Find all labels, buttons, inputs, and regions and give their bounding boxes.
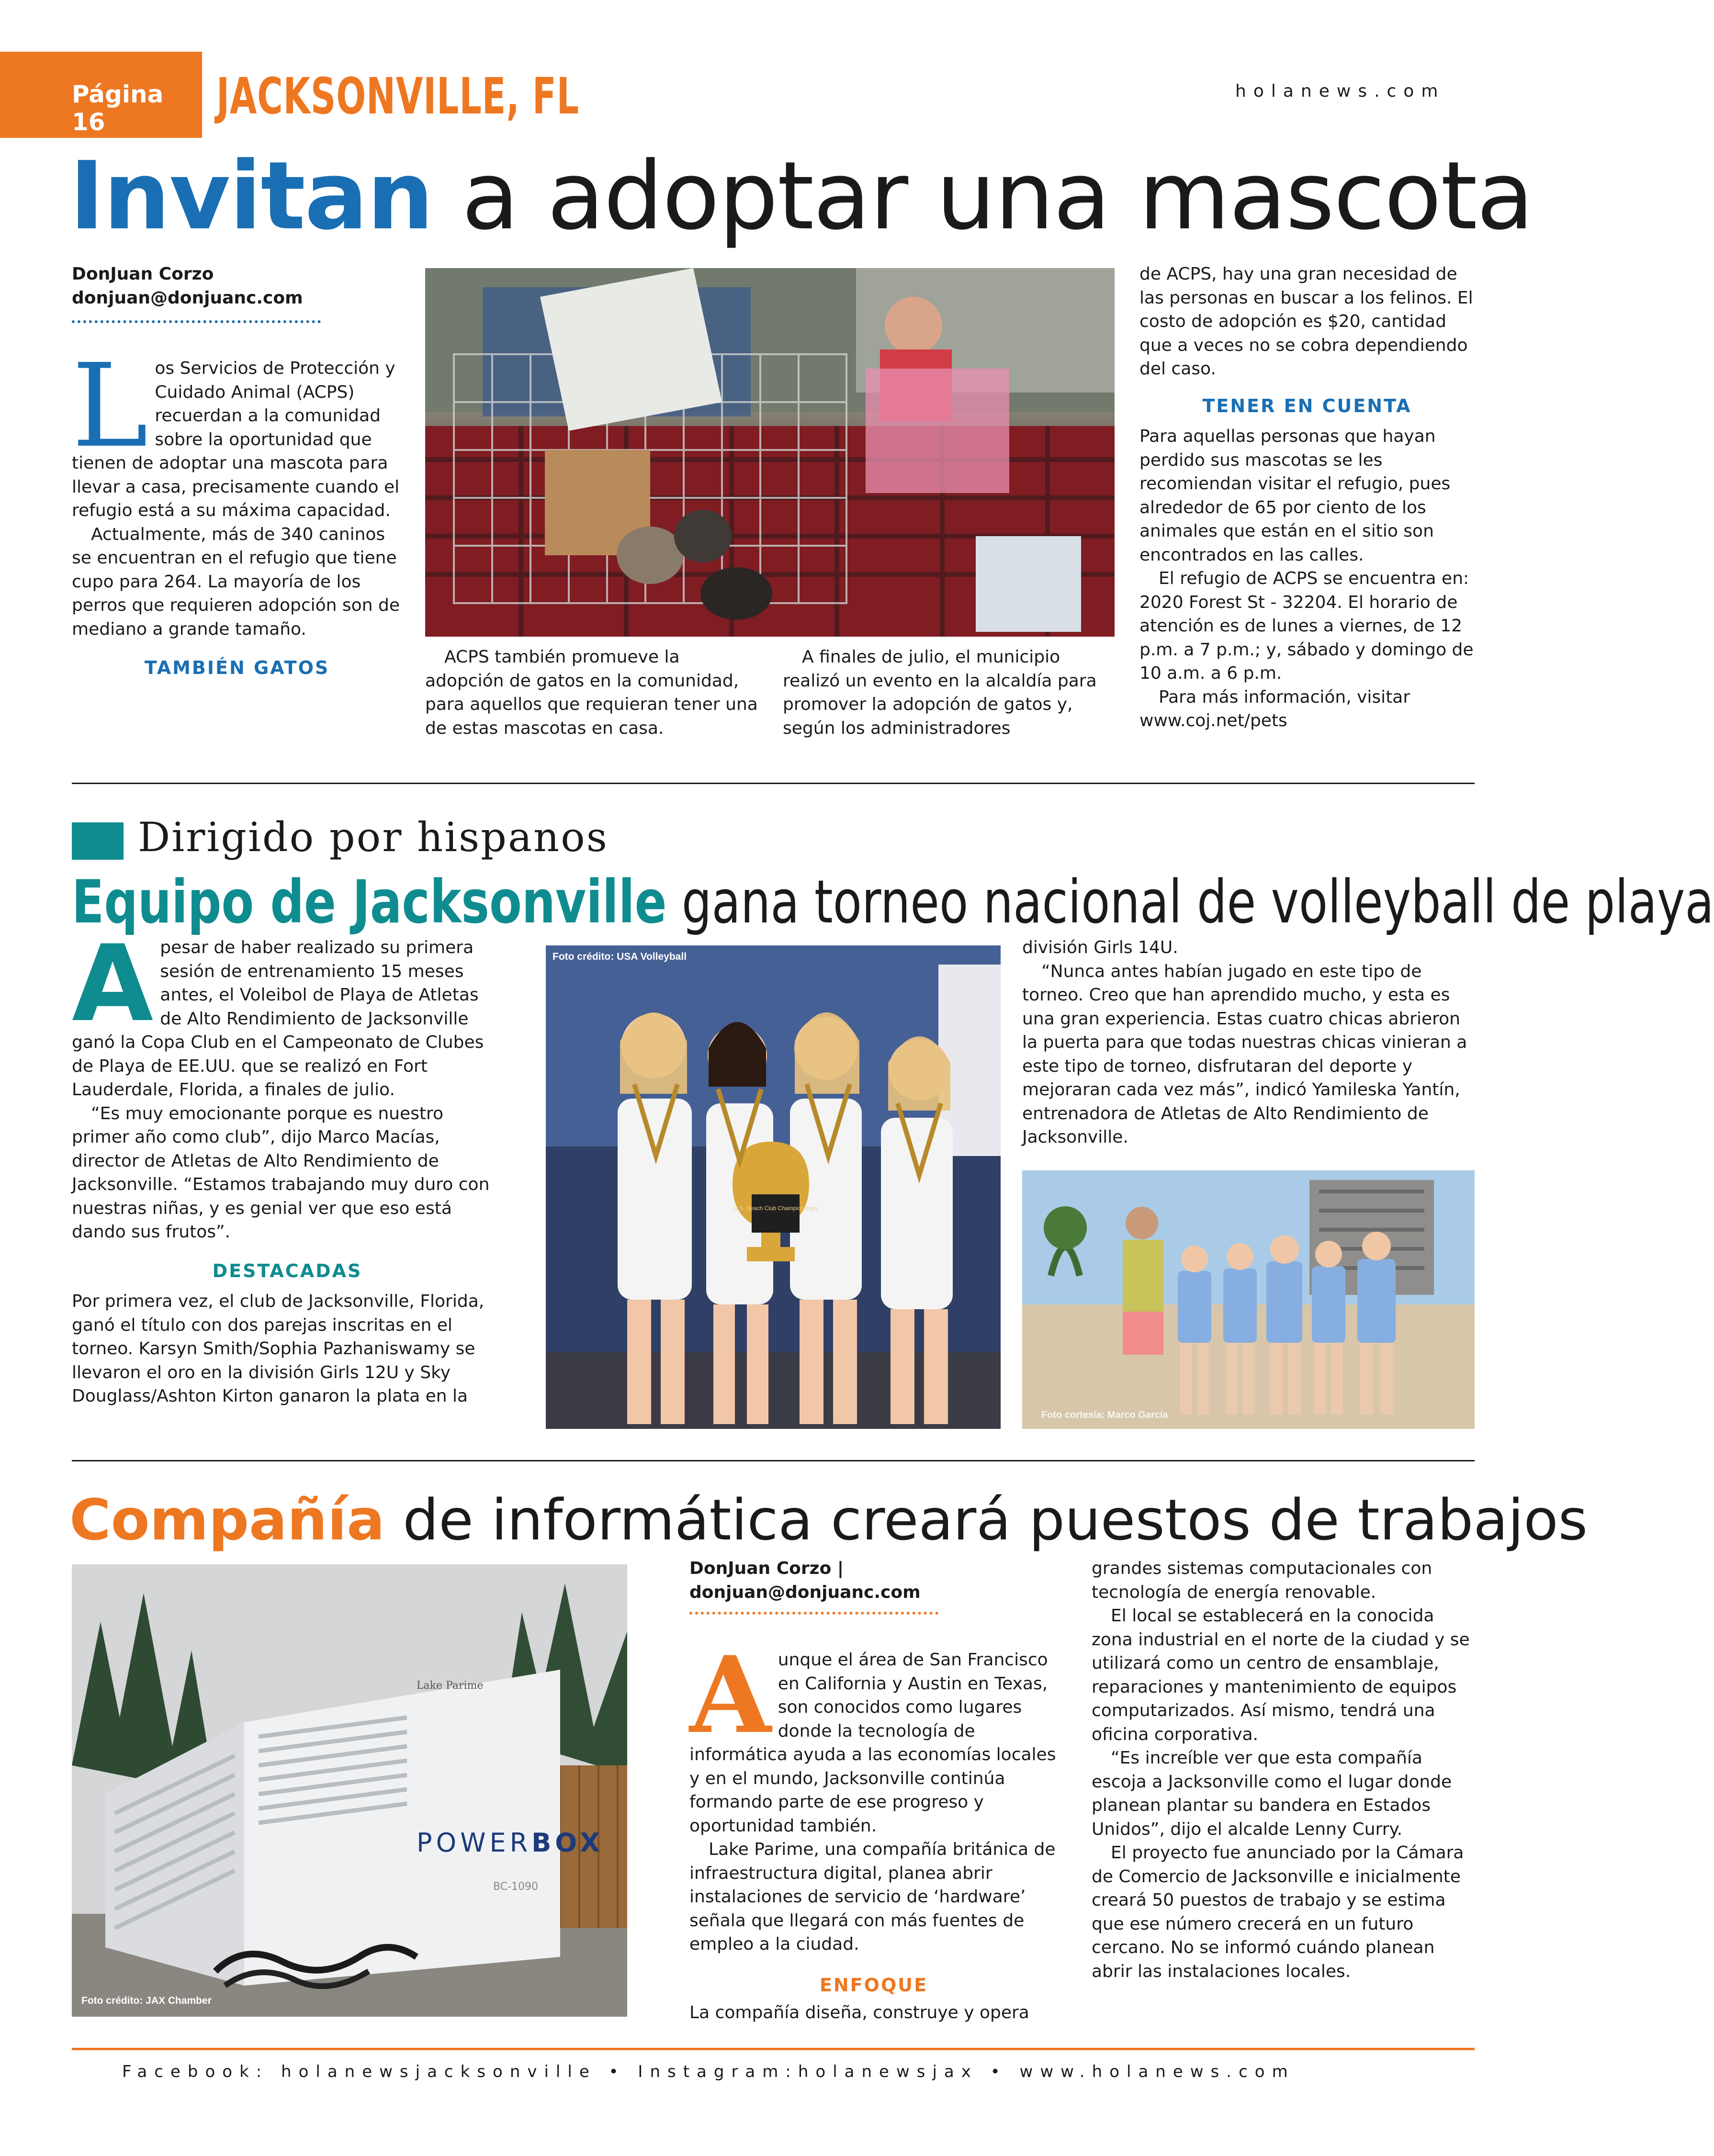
article1-headline-bold: Invitan (69, 142, 433, 251)
article1-address-paragraph: El refugio de ACPS se encuentra en: 2020 Forest St - 32204. El horario de atención es de lunes a viernes, de 12 p.m. a 7 p.m.; y, sábado y domingo de 10 a.m. a 6 p.m. (1139, 569, 1474, 683)
article3-byline: DonJuan Corzo | donjuan@donjuanc.com (689, 1559, 921, 1602)
article2-division-text: división Girls 14U. (1022, 938, 1178, 957)
article2-subhead-destacadas: DESTACADAS (212, 1260, 362, 1281)
article2-paragraph3: Por primera vez, el club de Jacksonville, Florida, ganó el título con dos parejas inscritas en el torneo. Karsyn Smith/Sophia Pazhaniswamy se llevaron el oro en la división Girls 12U y Sky Douglass/Ashton Kirton ganaron la plata en la (72, 1291, 485, 1406)
article2-paragraph2: “Es muy emocionante porque es nuestro primer año como club”, dijo Marco Macías, director de Atletas de Alto Rendimiento de Jacksonville. “Estamos trabajando muy duro con nuestras niñas, y es genial ver que eso está dando sus frutos”. (72, 1103, 490, 1242)
page-number-tab (0, 52, 202, 138)
site-url[interactable]: holanews.com (1235, 81, 1445, 101)
article1-event-paragraph: A finales de julio, el municipio realizó un evento en la alcaldía para promover la adopción de gatos y, según los administradores (783, 647, 1097, 738)
article1-more-info-paragraph: Para más información, visitar www.coj.net/pets (1139, 687, 1410, 730)
article3-paragraph6: “Es increíble ver que esta compañía escoja a Jacksonville como el lugar donde planean plantar su bandera en Estados Unidos”, dijo el alcalde Lenny Curry. (1092, 1748, 1452, 1839)
article1-author: DonJuan Corzo (72, 264, 214, 284)
beach-photo-illustration (1022, 1170, 1475, 1429)
article3-column2 (689, 1557, 1058, 2025)
article2-kicker-square (72, 822, 124, 860)
article2-dropcap: A (72, 922, 154, 1045)
trophy-plaque-text: U.S. Beach Club Championships (733, 1205, 818, 1212)
article3-photo-credit: Foto crédito: JAX Chamber (81, 1995, 212, 2006)
article1-headline (69, 142, 1533, 251)
article2-team-photo (546, 945, 1001, 1429)
section-divider-2 (72, 1460, 1475, 1461)
powerbox-photo-illustration (72, 1564, 627, 2017)
article2-headline (72, 866, 1714, 938)
article2-headline-rest: gana torneo nacional de volleyball de playa (666, 868, 1714, 937)
article3-column3 (1092, 1557, 1475, 1983)
article1-dotted-rule (72, 320, 321, 323)
article3-paragraph7: El proyecto fue anunciado por la Cámara de Comercio de Jacksonville e inicialmente creará 50 puestos de trabajo y se estima que ese número crecerá en un futuro cercano. No se informó cuándo planean abrir las instalaciones locales. (1092, 1843, 1464, 1981)
article1-paragraph1: os Servicios de Protección y Cuidado Animal (ACPS) recuerdan a la comunidad sobre la oportunidad que tienen de adoptar una mascota para llevar a casa, precisamente cuando el refugio está a su máxima capacidad. (72, 359, 400, 520)
cats-photo-illustration (425, 268, 1115, 637)
powerbox-code: BC-1090 (493, 1881, 538, 1893)
article3-paragraph1: unque el área de San Francisco en California y Austin en Texas, son conocidos como lugares donde la tecnología de informática ayuda a las economías locales y en el mundo, Jacksonville continúa formando parte de ese progreso y oportunidad también. (689, 1650, 1056, 1836)
article1-gatos-paragraph: ACPS también promueve la adopción de gatos en la comunidad, para aquellos que requieran tener una de estas mascotas en casa. (425, 647, 758, 738)
article2-quote-paragraph: “Nunca antes habían jugado en este tipo de torneo. Creo que han aprendido mucho, y esta es una gran experiencia. Estas cuatro chicas abrieron la puerta para que todas nuestras chicas vinieran a este tipo de torneo, disfrutaran del deporte y mejoraran cada vez más”, indicó Yamileska Yantín, entrenadora de Atletas de Alto Rendimiento de Jacksonville. (1022, 961, 1467, 1147)
footer-rule (72, 2048, 1475, 2050)
article1-column1 (72, 262, 402, 687)
article2-photo-credit: Foto crédito: USA Volleyball (553, 951, 687, 962)
article3-headline-rest: de informática creará puestos de trabajos (384, 1487, 1588, 1553)
article1-paragraph2: Actualmente, más de 340 caninos se encuentran en el refugio que tiene cupo para 264. La mayoría de los perros que requieren adopción son de mediano a grande tamaño. (72, 524, 400, 639)
article1-lost-pets-paragraph: Para aquellas personas que hayan perdido sus mascotas se les recomiendan visitar el refugio, pues alrededor de 65 por ciento de los animales que están en el sitio son encontrados en las calles. (1139, 427, 1451, 565)
article2-column3 (1022, 936, 1477, 1149)
powerbox-logo-box: BOX (531, 1828, 604, 1858)
article1-email[interactable]: donjuan@donjuanc.com (72, 288, 303, 308)
team-photo-illustration (546, 945, 1001, 1429)
article3-paragraph4: grandes sistemas computacionales con tecnología de energía renovable. (1092, 1559, 1432, 1602)
article3-paragraph5: El local se establecerá en la conocida zona industrial en el norte de la ciudad y se utilizará como un centro de ensamblaje, reparaciones y mantenimiento de equipos computarizados. Así mismo, tendrá una oficina corporativa. (1092, 1606, 1470, 1744)
article3-dropcap: A (689, 1633, 771, 1757)
article3-paragraph2: Lake Parime, una compañía británica de infraestructura digital, planea abrir instalaciones de servicio de ‘hardware’ señala que llegará con más fuentes de empleo a la ciudad. (689, 1840, 1056, 1954)
article1-cats-photo (425, 268, 1115, 637)
article3-paragraph3: La compañía diseña, construye y opera (689, 2003, 1029, 2022)
article2-paragraph1: pesar de haber realizado su primera sesión de entrenamiento 15 meses antes, el Voleibol de Playa de Atletas de Alto Rendimiento de Jacksonville ganó la Copa Club en el Campeonato de Clubes de Playa de EE.UU. que se realizó en Fort Lauderdale, Florida, a finales de julio. (72, 938, 484, 1100)
article2-column1 (72, 922, 503, 1408)
page-number-label: Página 16 (72, 80, 164, 136)
article2-beach-photo (1022, 1170, 1475, 1429)
footer-social: Facebook: holanewsjacksonville • Instagram:holanewsjax • www.holanews.com (122, 2062, 1295, 2081)
powerbox-brand-label: Lake Parime (417, 1680, 484, 1692)
article1-cost-paragraph: de ACPS, hay una gran necesidad de las personas en buscar a los felinos. El costo de adopción es $20, cantidad que a veces no se cobra dependiendo del caso. (1139, 264, 1473, 379)
article1-column4 (1139, 262, 1475, 733)
article1-subhead-gatos: TAMBIÉN GATOS (144, 657, 330, 678)
article1-column2-text (425, 645, 760, 740)
article2-photo2-credit: Foto cortesía: Marco García (1041, 1410, 1168, 1420)
article2-headline-bold: Equipo de Jacksonville (72, 868, 667, 937)
section-divider-1 (72, 783, 1475, 784)
article2-kicker: Dirigido por hispanos (138, 814, 609, 861)
section-title: JACKSONVILLE, FL (216, 67, 579, 125)
powerbox-logo (417, 1828, 604, 1858)
powerbox-logo-power: POWER (417, 1828, 532, 1858)
article3-powerbox-photo (72, 1564, 627, 2017)
article1-column3-text (783, 645, 1118, 740)
article1-headline-rest: a adoptar una mascota (432, 142, 1533, 251)
article3-subhead-enfoque: ENFOQUE (819, 1974, 928, 1996)
article1-dropcap: L (72, 339, 148, 473)
article3-dotted-rule (689, 1612, 938, 1615)
article3-headline (69, 1484, 1601, 1556)
article3-headline-bold: Compañía (69, 1487, 385, 1553)
article1-subhead-tener: TENER EN CUENTA (1202, 395, 1412, 416)
